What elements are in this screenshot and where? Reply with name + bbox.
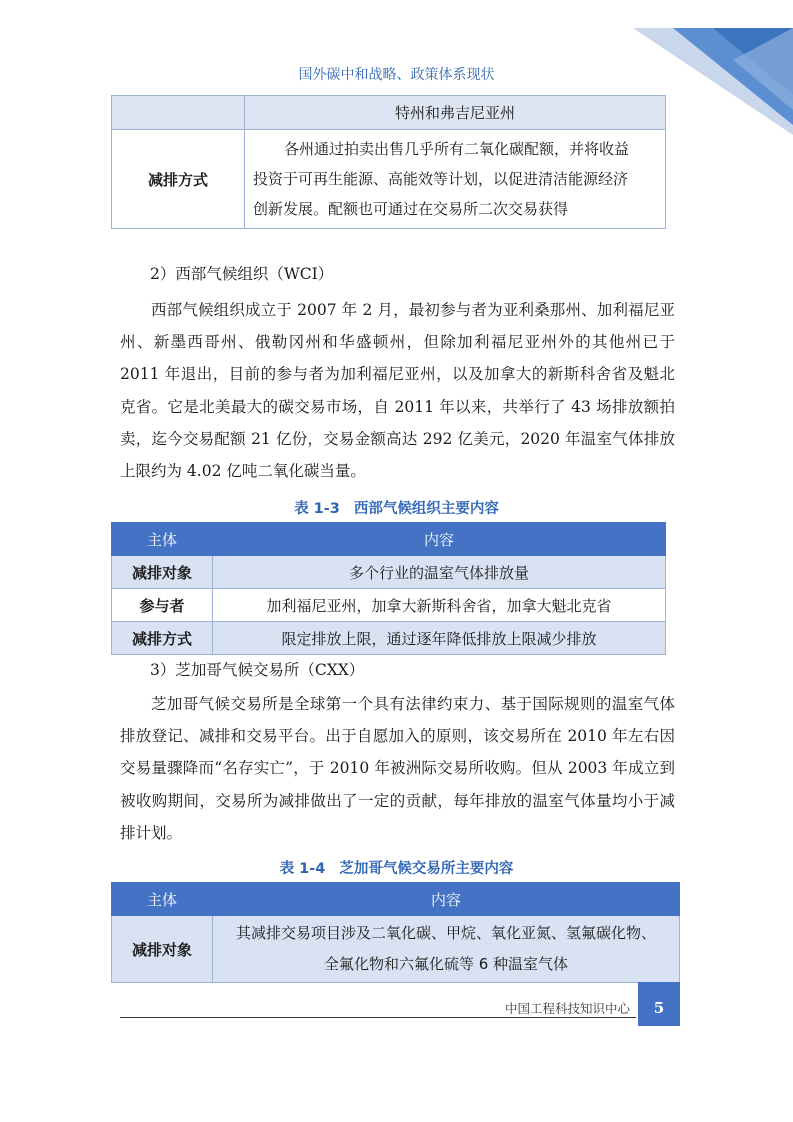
column-header: 主体 (112, 883, 213, 916)
row-label: 减排对象 (112, 916, 213, 983)
row-label: 参与者 (112, 589, 213, 622)
row-value-line: 创新发展。配额也可通过在交易所二次交易获得 (253, 200, 569, 218)
table-row (112, 589, 666, 622)
column-header: 主体 (112, 523, 213, 556)
row-value-line: 投资于可再生能源、高能效等计划，以促进清洁能源经济 (253, 170, 629, 188)
column-header: 内容 (213, 883, 680, 916)
table-row (112, 622, 666, 655)
section-heading-wci: 2）西部气候组织（WCI） (150, 265, 334, 283)
column-header: 内容 (213, 523, 666, 556)
row-value: 加利福尼亚州，加拿大新斯科舍省，加拿大魁北克省 (213, 589, 666, 622)
paragraph-ccx: 芝加哥气候交易所是全球第一个具有法律约束力、基于国际规则的温室气体排放登记、减排和交易平台。出于自愿加入的原则，该交易所在 2010 年左右因交易量骤降而“名存实亡”，于 2010 年被洲际交易所收购。但从 2003 年成立到被收购期间，交易所为减排做出了一定的贡献，每年排放的温室气体量均小于减排计划。 (120, 695, 675, 842)
table-header-row (112, 523, 666, 556)
table-row (112, 96, 666, 130)
row-label: 减排方式 (112, 130, 245, 229)
table-title: 西部气候组织主要内容 (353, 501, 499, 517)
row-value-line: 其减排交易项目涉及二氧化碳、甲烷、氧化亚氮、氢氟碳化物、 (235, 924, 656, 942)
section-heading-ccx: 3）芝加哥气候交易所（CXX） (150, 661, 365, 679)
table-cell: 特州和弗吉尼亚州 (245, 96, 666, 130)
table-continued (111, 95, 666, 229)
table-row (112, 130, 666, 229)
footer-rule (120, 1017, 636, 1018)
row-label: 减排对象 (112, 556, 213, 589)
row-label: 减排方式 (112, 622, 213, 655)
table-header-row (112, 883, 680, 916)
footer-org: 中国工程科技知识中心 (504, 1001, 630, 1016)
table-cell-empty (112, 96, 245, 130)
table-caption-1-3 (0, 497, 793, 518)
row-value (213, 916, 680, 983)
table-number: 表 1-4 (279, 861, 326, 877)
row-value (245, 130, 666, 229)
row-value: 多个行业的温室气体排放量 (213, 556, 666, 589)
page-header-title: 国外碳中和战略、政策体系现状 (298, 67, 495, 83)
table-caption-1-4 (0, 857, 793, 878)
table-number: 表 1-3 (294, 501, 340, 517)
paragraph-wci: 西部气候组织成立于 2007 年 2 月，最初参与者为亚利桑那州、加利福尼亚州、新墨西哥州、俄勒冈州和华盛顿州，但除加利福尼亚州外的其他州已于 2011 年退出，目前的参与者为加利福尼亚州，以及加拿大的新斯科舍省及魁北克省。它是北美最大的碳交易市场，自 2011 年以来，共举行了 43 场排放额拍卖，迄今交易配额 21 亿份，交易金额高达 292 亿美元，2020 年温室气体排放上限约为 4.02 亿吨二氧化碳当量。 (120, 301, 675, 481)
table-ccx (111, 882, 680, 983)
row-value-line: 各州通过拍卖出售几乎所有二氧化碳配额，并将收益 (284, 140, 630, 158)
page-number: 5 (638, 982, 680, 1026)
row-value: 限定排放上限，通过逐年降低排放上限减少排放 (213, 622, 666, 655)
table-title: 芝加哥气候交易所主要内容 (339, 861, 514, 877)
table-row (112, 916, 680, 983)
table-wci (111, 522, 666, 655)
table-row (112, 556, 666, 589)
row-value-line: 全氟化物和六氟化硫等 6 种温室气体 (323, 955, 569, 973)
